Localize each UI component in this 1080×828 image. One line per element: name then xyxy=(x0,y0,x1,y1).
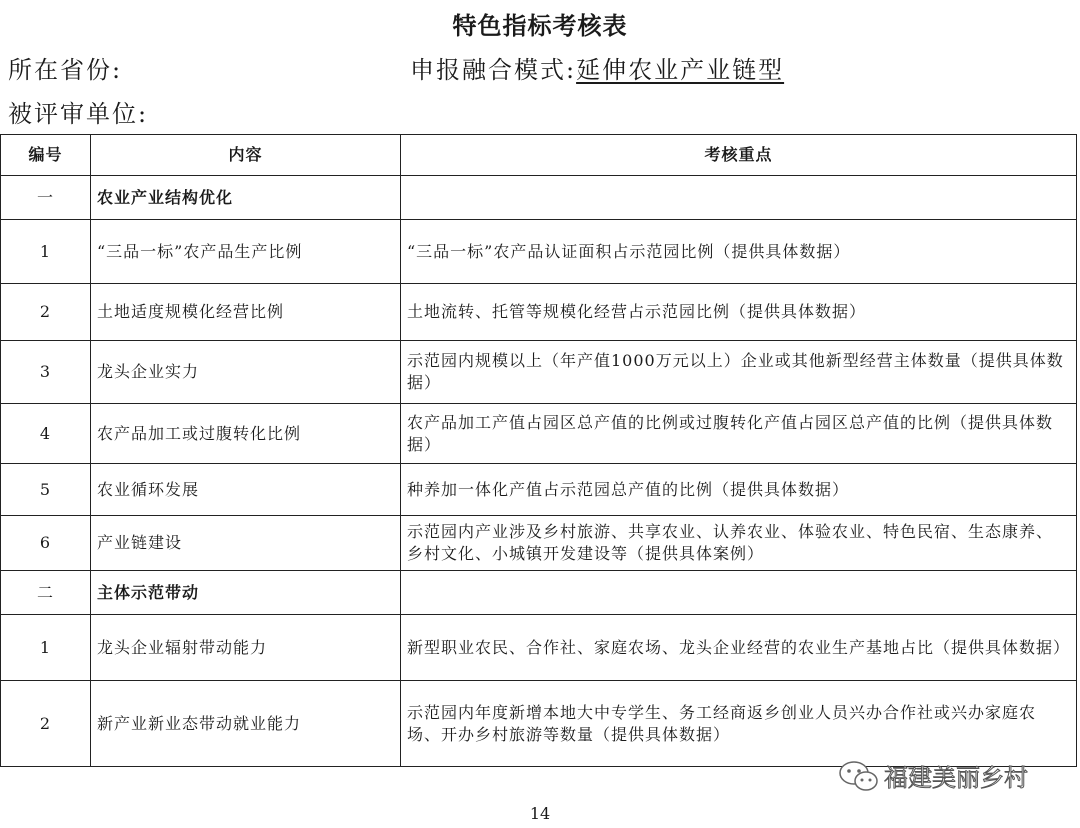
row-focus xyxy=(401,176,1077,220)
row-content: 土地适度规模化经营比例 xyxy=(91,284,401,341)
watermark-text: 福建美丽乡村 xyxy=(884,764,1028,792)
row-focus: 种养加一体化产值占示范园总产值的比例（提供具体数据） xyxy=(401,464,1077,516)
table-row xyxy=(1,341,1077,404)
row-content: 产业链建设 xyxy=(91,516,401,571)
row-focus: 土地流转、托管等规模化经营占示范园比例（提供具体数据） xyxy=(401,284,1077,341)
row-content: 龙头企业辐射带动能力 xyxy=(91,615,401,681)
header-focus: 考核重点 xyxy=(401,135,1077,176)
row-content: 龙头企业实力 xyxy=(91,341,401,404)
evaluated-unit-label: 被评审单位: xyxy=(8,100,149,128)
row-focus: “三品一标”农产品认证面积占示范园比例（提供具体数据） xyxy=(401,220,1077,284)
row-focus xyxy=(401,571,1077,615)
row-focus: 新型职业农民、合作社、家庭农场、龙头企业经营的农业生产基地占比（提供具体数据） xyxy=(401,615,1077,681)
row-content: 农业循环发展 xyxy=(91,464,401,516)
row-content: 农产品加工或过腹转化比例 xyxy=(91,404,401,464)
row-content: 农业产业结构优化 xyxy=(91,176,401,220)
row-focus: 示范园内年度新增本地大中专学生、务工经商返乡创业人员兴办合作社或兴办家庭农场、开办乡村旅游等数量（提供具体数据） xyxy=(401,681,1077,767)
wechat-watermark xyxy=(838,758,1028,793)
fusion-mode-value: 延伸农业产业链型 xyxy=(576,56,785,84)
row-number: 2 xyxy=(1,284,91,341)
row-content: 新产业新业态带动就业能力 xyxy=(91,681,401,767)
table-row xyxy=(1,284,1077,341)
table-row xyxy=(1,615,1077,681)
table-row xyxy=(1,681,1077,767)
row-number: 1 xyxy=(1,615,91,681)
row-number: 2 xyxy=(1,681,91,767)
row-focus: 农产品加工产值占园区总产值的比例或过腹转化产值占园区总产值的比例（提供具体数据） xyxy=(401,404,1077,464)
wechat-icon xyxy=(838,759,880,793)
table-row xyxy=(1,220,1077,284)
row-number: 二 xyxy=(1,571,91,615)
province-label: 所在省份: xyxy=(8,56,123,84)
header-number: 编号 xyxy=(1,135,91,176)
row-focus: 示范园内规模以上（年产值1000万元以上）企业或其他新型经营主体数量（提供具体数据） xyxy=(401,341,1077,404)
row-content: 主体示范带动 xyxy=(91,571,401,615)
table-row xyxy=(1,464,1077,516)
row-number: 6 xyxy=(1,516,91,571)
row-focus: 示范园内产业涉及乡村旅游、共享农业、认养农业、体验农业、特色民宿、生态康养、乡村文化、小城镇开发建设等（提供具体案例） xyxy=(401,516,1077,571)
table-row xyxy=(1,516,1077,571)
row-number: 一 xyxy=(1,176,91,220)
page-number: 14 xyxy=(529,804,551,823)
row-number: 3 xyxy=(1,341,91,404)
fusion-mode-label: 申报融合模式: xyxy=(410,56,577,84)
table-header-row xyxy=(1,135,1077,176)
row-number: 1 xyxy=(1,220,91,284)
table-row xyxy=(1,404,1077,464)
row-content: “三品一标”农产品生产比例 xyxy=(91,220,401,284)
row-number: 4 xyxy=(1,404,91,464)
header-content: 内容 xyxy=(91,135,401,176)
table-row-section xyxy=(1,176,1077,220)
table-row-section xyxy=(1,571,1077,615)
fusion-mode-field xyxy=(410,50,784,85)
page-title: 特色指标考核表 xyxy=(452,11,628,40)
assessment-table xyxy=(0,134,1077,767)
row-number: 5 xyxy=(1,464,91,516)
